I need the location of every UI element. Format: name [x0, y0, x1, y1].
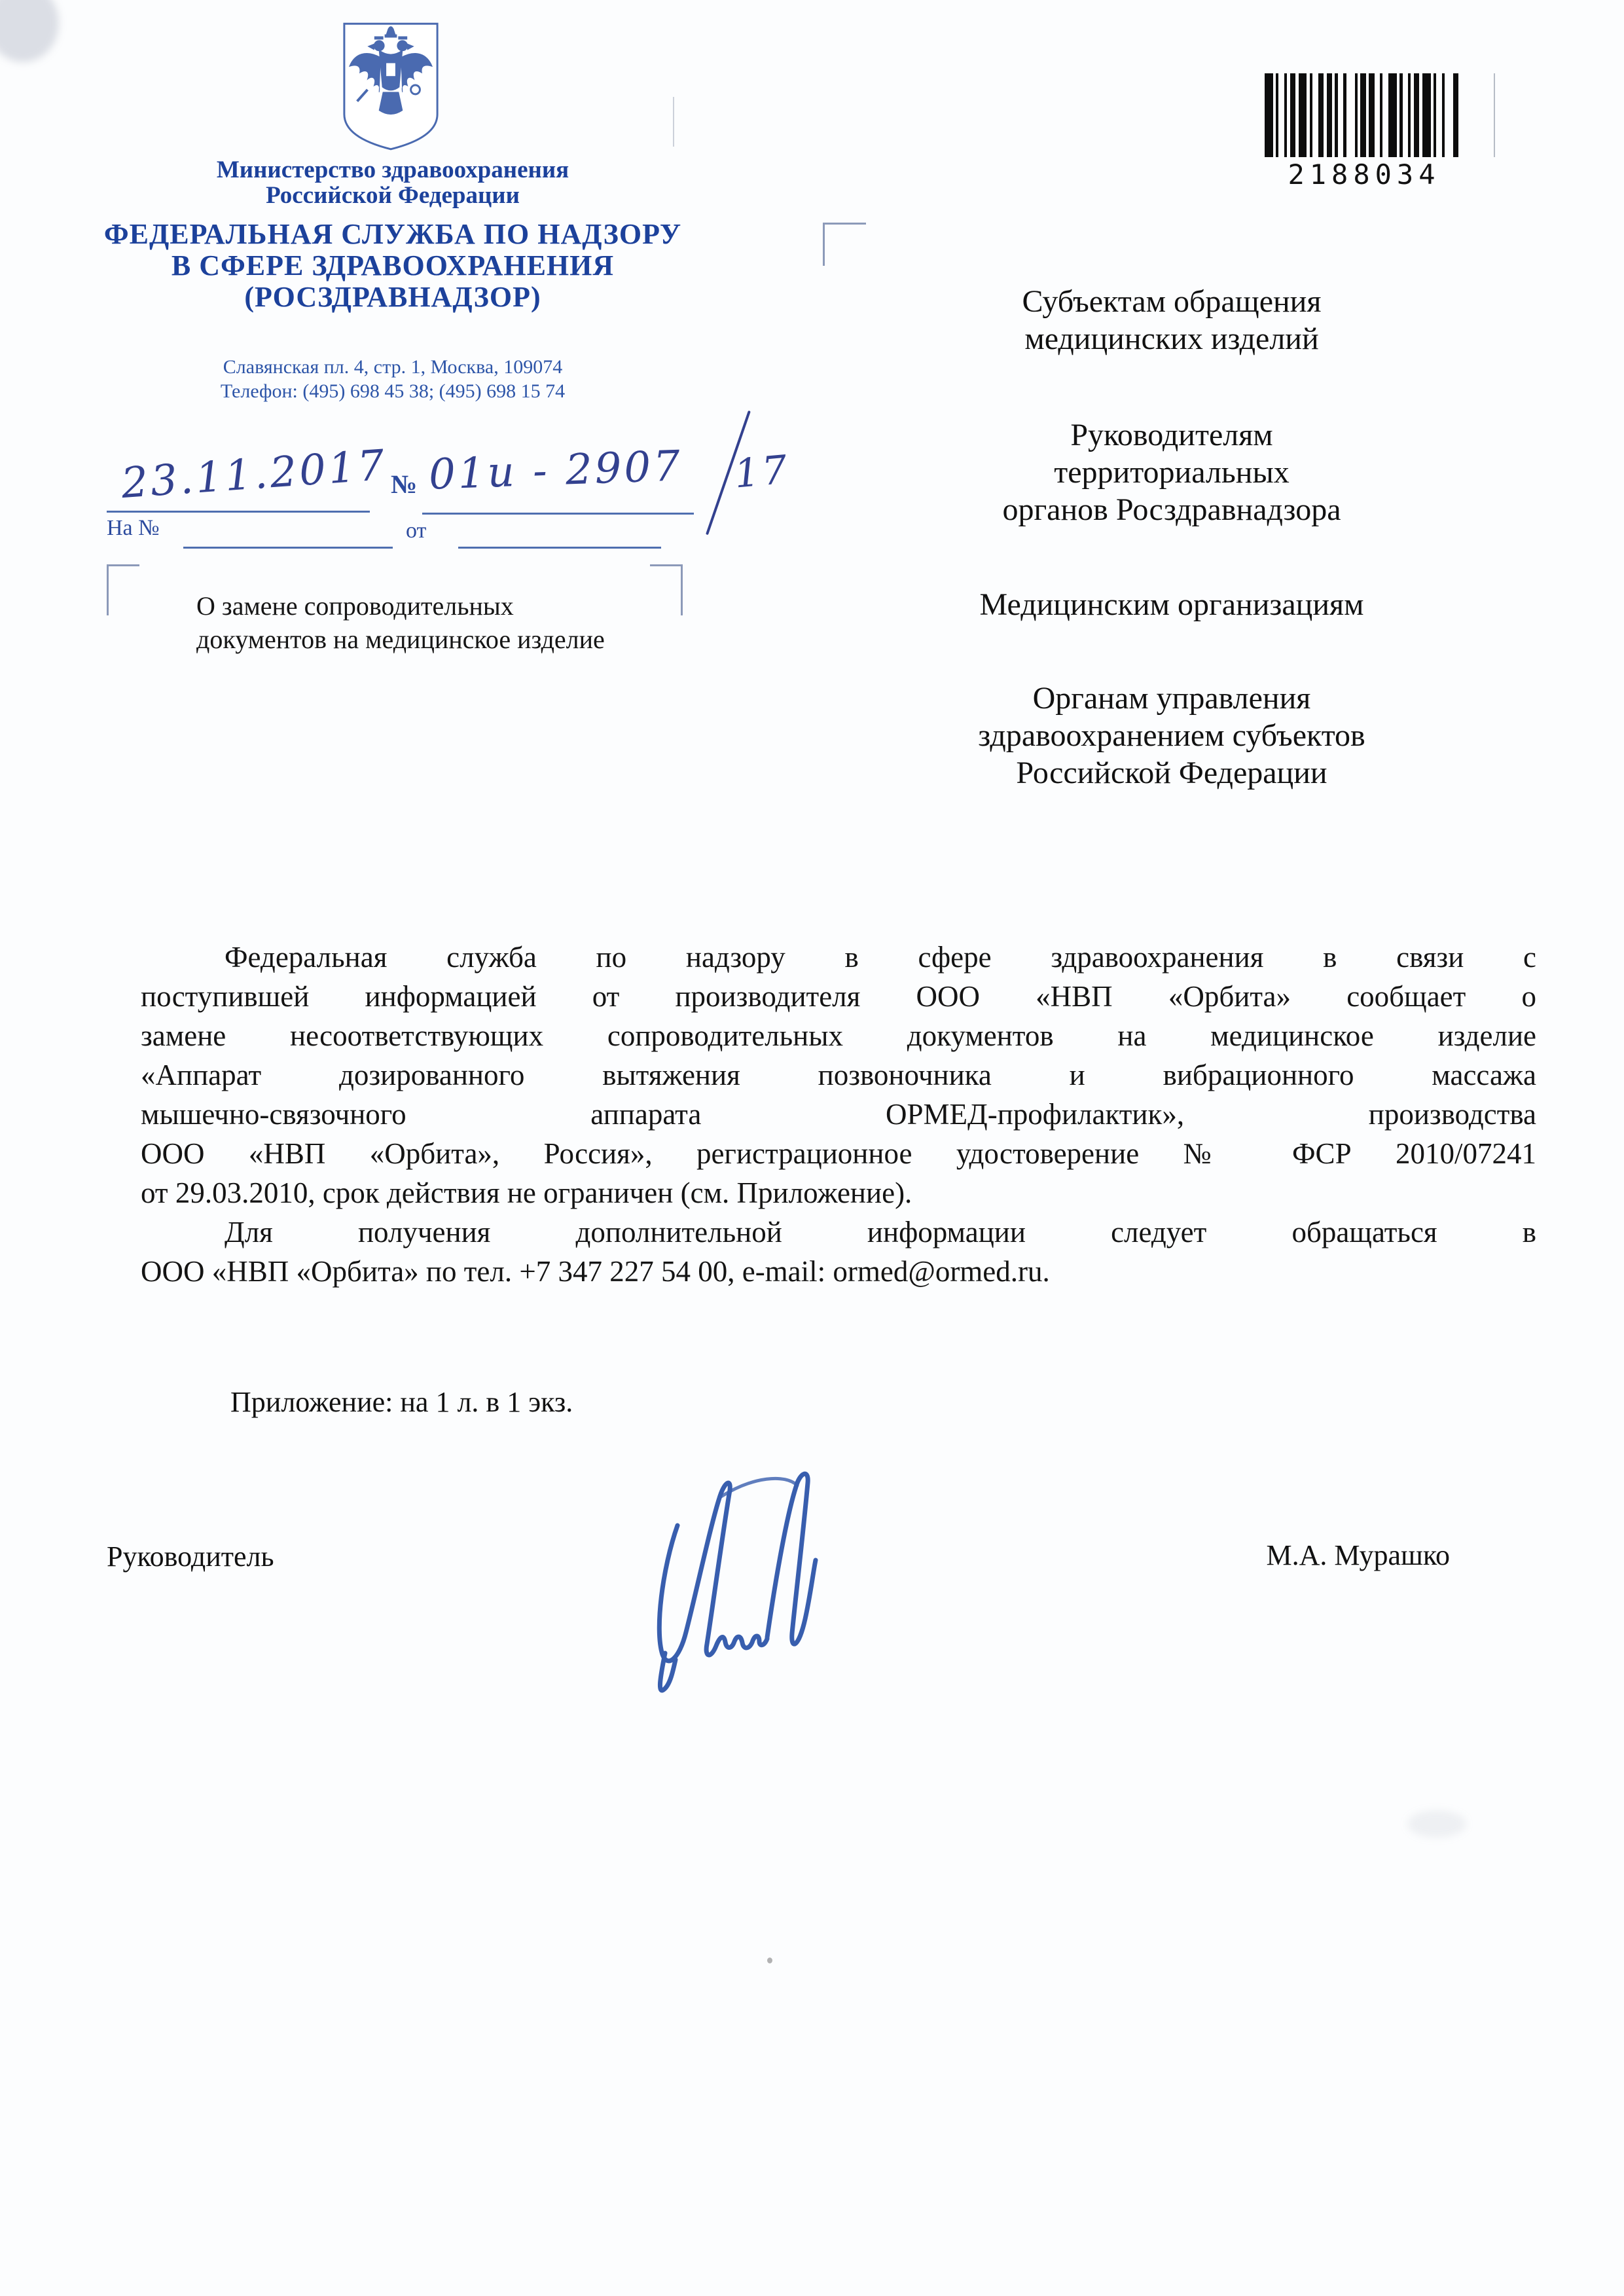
ministry-name-line2: Российской Федерации	[266, 182, 520, 209]
body-line: ООО «НВП «Орбита», Россия», регистрационное удостоверение № ФСР 2010/07241	[141, 1137, 1536, 1170]
body-line: замене несоответствующих сопроводительных документов на медицинское изделие	[141, 1019, 1536, 1052]
addressee-line: здравоохранением субъектов	[978, 718, 1365, 753]
addressee-line: Субъектам обращения	[1022, 284, 1322, 319]
handwritten-date: 23.11.2017	[119, 441, 389, 509]
barcode-bar	[1422, 73, 1431, 157]
barcode-gap	[1278, 73, 1284, 157]
service-name-line3: (РОСЗДРАВНАДЗОР)	[244, 281, 541, 313]
addressee-line: Медицинским организациям	[979, 587, 1364, 622]
addressee-group-1	[877, 283, 1466, 357]
barcode-bar	[1453, 73, 1459, 157]
addressee-group-2	[877, 416, 1466, 528]
addressee-group-3	[877, 586, 1466, 623]
addressee-corner-top	[823, 223, 866, 225]
letterhead-address: Славянская пл. 4, стр. 1, Москва, 109074	[223, 356, 563, 378]
subject-line1: О замене сопроводительных	[196, 591, 514, 621]
ot-underline	[458, 547, 661, 549]
addressee-line: территориальных	[1054, 455, 1290, 490]
handwritten-number-suffix: 17	[732, 446, 792, 498]
barcode-gap	[1338, 73, 1344, 157]
barcode-gap	[1375, 73, 1380, 157]
addressee-group-4	[877, 680, 1466, 792]
body-line: от 29.03.2010, срок действия не ограничен (см. Приложение).	[141, 1176, 912, 1209]
barcode-gap	[1436, 73, 1442, 157]
subject-corner-right-side	[681, 564, 683, 615]
addressee-line: Российской Федерации	[1016, 756, 1327, 790]
addressee-line: Руководителям	[1070, 418, 1273, 452]
barcode-bar	[1299, 73, 1307, 157]
body-line: мышечно-связочного аппарата ОРМЕД-профилактик», производства	[141, 1098, 1536, 1131]
barcode-gap	[1312, 73, 1318, 157]
barcode-bar	[1360, 73, 1366, 157]
addressee-line: Органам управления	[1032, 681, 1311, 716]
sticker-edge-line	[1494, 73, 1495, 157]
body-line: «Аппарат дозированного вытяжения позвоночника и вибрационного массажа	[141, 1059, 1536, 1091]
service-name-line2: В СФЕРЕ ЗДРАВООХРАНЕНИЯ	[171, 249, 615, 282]
subject-corner-left-side	[107, 564, 109, 615]
addressee-line: медицинских изделий	[1024, 321, 1319, 356]
barcode-bar	[1388, 73, 1397, 157]
dust-speck	[767, 1958, 772, 1963]
barcode-bars	[1265, 73, 1464, 157]
subject-corner-left-top	[107, 564, 139, 566]
barcode-bar	[1369, 73, 1375, 157]
scan-smudge-corner	[0, 0, 59, 62]
ministry-name-line1: Министерство здравоохранения	[216, 156, 569, 183]
service-name-line1: ФЕДЕРАЛЬНАЯ СЛУЖБА ПО НАДЗОРУ	[103, 218, 682, 250]
number-sign: №	[391, 469, 418, 499]
signatory-name: М.А. Мурашко	[1266, 1539, 1450, 1571]
body-line: ООО «НВП «Орбита» по тел. +7 347 227 54 00, e-mail: ormed@ormed.ru.	[141, 1255, 1050, 1288]
scan-smudge-right	[1407, 1810, 1466, 1838]
subject-corner-right-top	[650, 564, 683, 566]
fold-mark-line	[673, 97, 674, 147]
barcode-bar	[1327, 73, 1333, 157]
body-line: Федеральная служба по надзору в сфере здравоохранения в связи с	[225, 941, 1536, 974]
attachment-note: Приложение: на 1 л. в 1 экз.	[230, 1386, 573, 1418]
body-paragraph-2	[141, 1212, 1536, 1291]
number-underline	[422, 513, 694, 515]
subject-line2: документов на медицинское изделие	[196, 625, 605, 654]
handwritten-number: 01и - 2907	[427, 442, 684, 500]
barcode-gap	[1346, 73, 1355, 157]
na-no-label: На №	[107, 516, 160, 540]
barcode-gap	[1445, 73, 1453, 157]
barcode-bar	[1414, 73, 1420, 157]
body-line: поступившей информацией от производителя ООО «НВП «Орбита» сообщает о	[141, 980, 1536, 1013]
barcode-bar	[1318, 73, 1324, 157]
na-no-underline	[183, 547, 393, 549]
letterhead-phone: Телефон: (495) 698 45 38; (495) 698 15 74	[220, 380, 566, 402]
date-underline	[107, 511, 370, 513]
coat-of-arms-emblem	[339, 20, 442, 153]
barcode-bar	[1265, 73, 1273, 157]
body-line: Для получения дополнительной информации следует обращаться в	[225, 1216, 1536, 1248]
barcode-gap	[1403, 73, 1409, 157]
addressee-line: органов Росздравнадзора	[1002, 492, 1341, 527]
addressee-corner-side	[823, 223, 825, 266]
barcode-number: 2188034	[1288, 158, 1441, 191]
barcode-gap	[1382, 73, 1388, 157]
signatory-title: Руководитель	[107, 1540, 274, 1573]
barcode-bar	[1290, 73, 1296, 157]
ot-label: от	[406, 519, 427, 543]
body-paragraph-1	[141, 938, 1536, 1212]
signature-scribble	[602, 1463, 884, 1712]
